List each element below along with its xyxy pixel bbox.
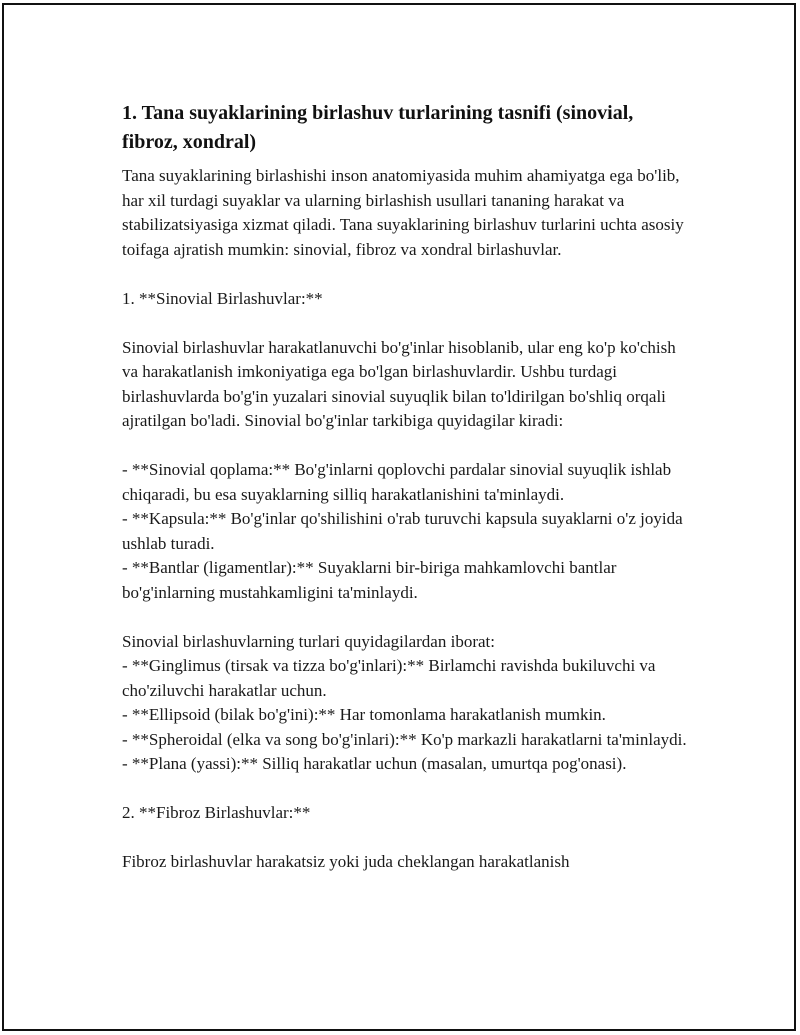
paragraph-spacer <box>122 262 692 287</box>
fibroz-description: Fibroz birlashuvlar harakatsiz yoki juda cheklangan harakatlanish <box>122 852 570 871</box>
document-body <box>122 99 692 875</box>
sinovial-components-list: - **Sinovial qoplama:** Bo'g'inlarni qoplovchi pardalar sinovial suyuqlik ishlab chiqaradi, bu esa suyaklarning silliq harakatlanishini ta'minlaydi. - **Kapsula:** Bo'g'inlar qo'shilishini o'rab turuvchi kapsula suyaklarni o'z joyida ushlab turadi. - **Bantlar (ligamentlar):** Suyaklarni bir-biriga mahkamlovchi bantlar bo'g'inlarning mustahkamligini ta'minlaydi. <box>122 460 683 602</box>
intro-paragraph: Tana suyaklarining birlashishi inson anatomiyasida muhim ahamiyatga ega bo'lib, har xil turdagi suyaklar va ularning birlashish usullari tananing harakat va stabilizatsiyasiga xizmat qiladi. Tana suyaklarining birlashuv turlarini uchta asosiy toifaga ajratish mumkin: sinovial, fibroz va xondral birlashuvlar. <box>122 166 688 259</box>
sinovial-types-list: Sinovial birlashuvlarning turlari quyidagilardan iborat: - **Ginglimus (tirsak va tizza bo'g'inlari):** Birlamchi ravishda bukiluvchi va cho'ziluvchi harakatlar uchun. - **Ellipsoid (bilak bo'g'ini):** Har tomonlama harakatlanish mumkin. - **Spheroidal (elka va song bo'g'inlari):** Ko'p markazli harakatlarni ta'minlaydi. - **Plana (yassi):** Silliq harakatlar uchun (masalan, umurtqa pog'onasi). <box>122 631 687 773</box>
sinovial-description: Sinovial birlashuvlar harakatlanuvchi bo'g'inlar hisoblanib, ular eng ko'p ko'chish va harakatlanish imkoniyatiga ega bo'lgan birlashuvlardir. Ushbu turdagi birlashuvlarda bo'g'in yuzalari sinovial suyuqlik bilan to'ldirilgan bo'shliq orqali ajratilgan bo'ladi. Sinovial bo'g'inlar tarkibiga quyidagilar kiradi: <box>122 337 681 430</box>
paragraph-spacer <box>122 777 692 802</box>
paragraph-spacer <box>122 826 692 851</box>
paragraph-spacer <box>122 311 692 336</box>
subheading-fibroz: 2. **Fibroz Birlashuvlar:** <box>122 803 311 822</box>
subheading-sinovial: 1. **Sinovial Birlashuvlar:** <box>122 288 323 308</box>
page-frame <box>2 3 796 1031</box>
paragraph-spacer <box>122 605 692 630</box>
section-heading: 1. Tana suyaklarining birlashuv turlarining tasnifi (sinovial, fibroz, xondral) <box>122 102 634 153</box>
paragraph-spacer <box>122 434 692 459</box>
